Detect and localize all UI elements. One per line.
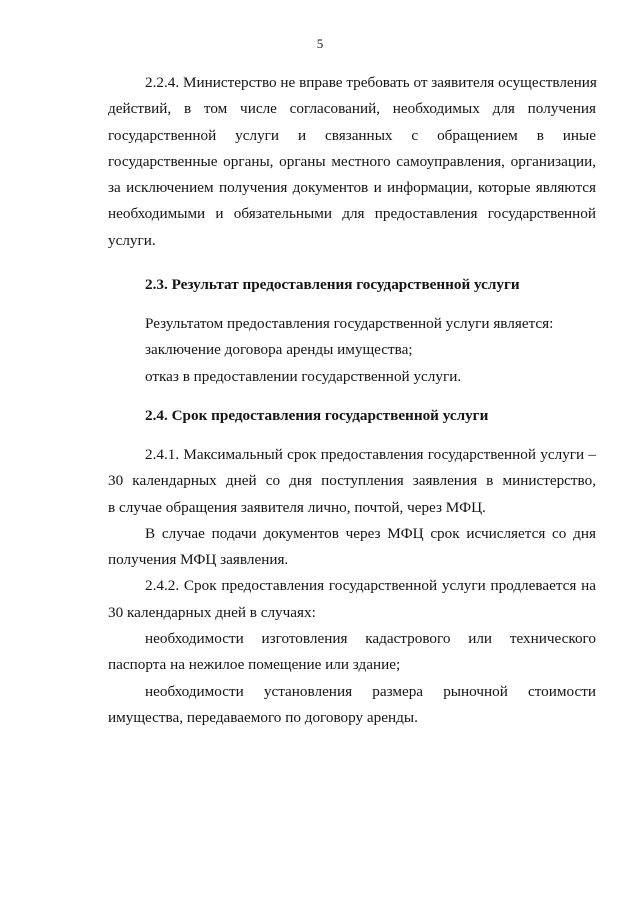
section-2-4-heading-wrap — [108, 403, 596, 429]
text-line: 30 календарных дней со дня поступления заявления в министерство, — [108, 472, 596, 490]
text-line: 2.4.1. Максимальный срок предоставления государственной услуги – — [145, 446, 596, 463]
section-2-3-heading-wrap — [108, 272, 596, 298]
text-line: действий, в том числе согласований, необходимых для получения — [108, 100, 596, 118]
text-line: необходимости изготовления кадастрового или технического — [145, 630, 596, 648]
text-line: 2.2.4. Министерство не вправе требовать от заявителя осуществления — [145, 74, 597, 91]
text-line: государственной услуги и связанных с обращением в иные — [108, 126, 596, 144]
text-line: услуги. — [108, 231, 156, 249]
text-line: необходимости установления размера рыночной стоимости — [145, 682, 596, 700]
text-line: имущества, передаваемого по договору аренды. — [108, 708, 418, 726]
section-2-4-body — [108, 442, 596, 731]
text-line: 2.4.2. Срок предоставления государственной услуги продлевается на — [145, 577, 596, 595]
text-line: 30 календарных дней в случаях: — [108, 603, 316, 621]
text-line: государственные органы, органы местного самоуправления, организации, — [108, 152, 596, 170]
section-2-3-heading: 2.3. Результат предоставления государственной услуги — [145, 276, 520, 293]
section-2-3-body — [108, 311, 596, 390]
text-line: Результатом предоставления государственной услуги является: — [145, 315, 554, 332]
text-line: получения МФЦ заявления. — [108, 551, 289, 569]
text-line: паспорта на нежилое помещение или здание; — [108, 656, 401, 674]
text-line: отказ в предоставлении государственной услуги. — [145, 367, 462, 385]
paragraph-2-2-4 — [108, 70, 596, 254]
text-line: за исключением получения документов и информации, которые являются — [108, 179, 596, 197]
text-line: В случае подачи документов через МФЦ срок исчисляется со дня — [145, 524, 596, 542]
page-number: 5 — [316, 36, 324, 51]
text-line: необходимыми и обязательными для предоставления государственной — [108, 205, 596, 223]
text-line: в случае обращения заявителя лично, почтой, через МФЦ. — [108, 498, 486, 516]
section-2-4-heading: 2.4. Срок предоставления государственной услуги — [145, 407, 489, 424]
text-line: заключение договора аренды имущества; — [145, 341, 413, 359]
